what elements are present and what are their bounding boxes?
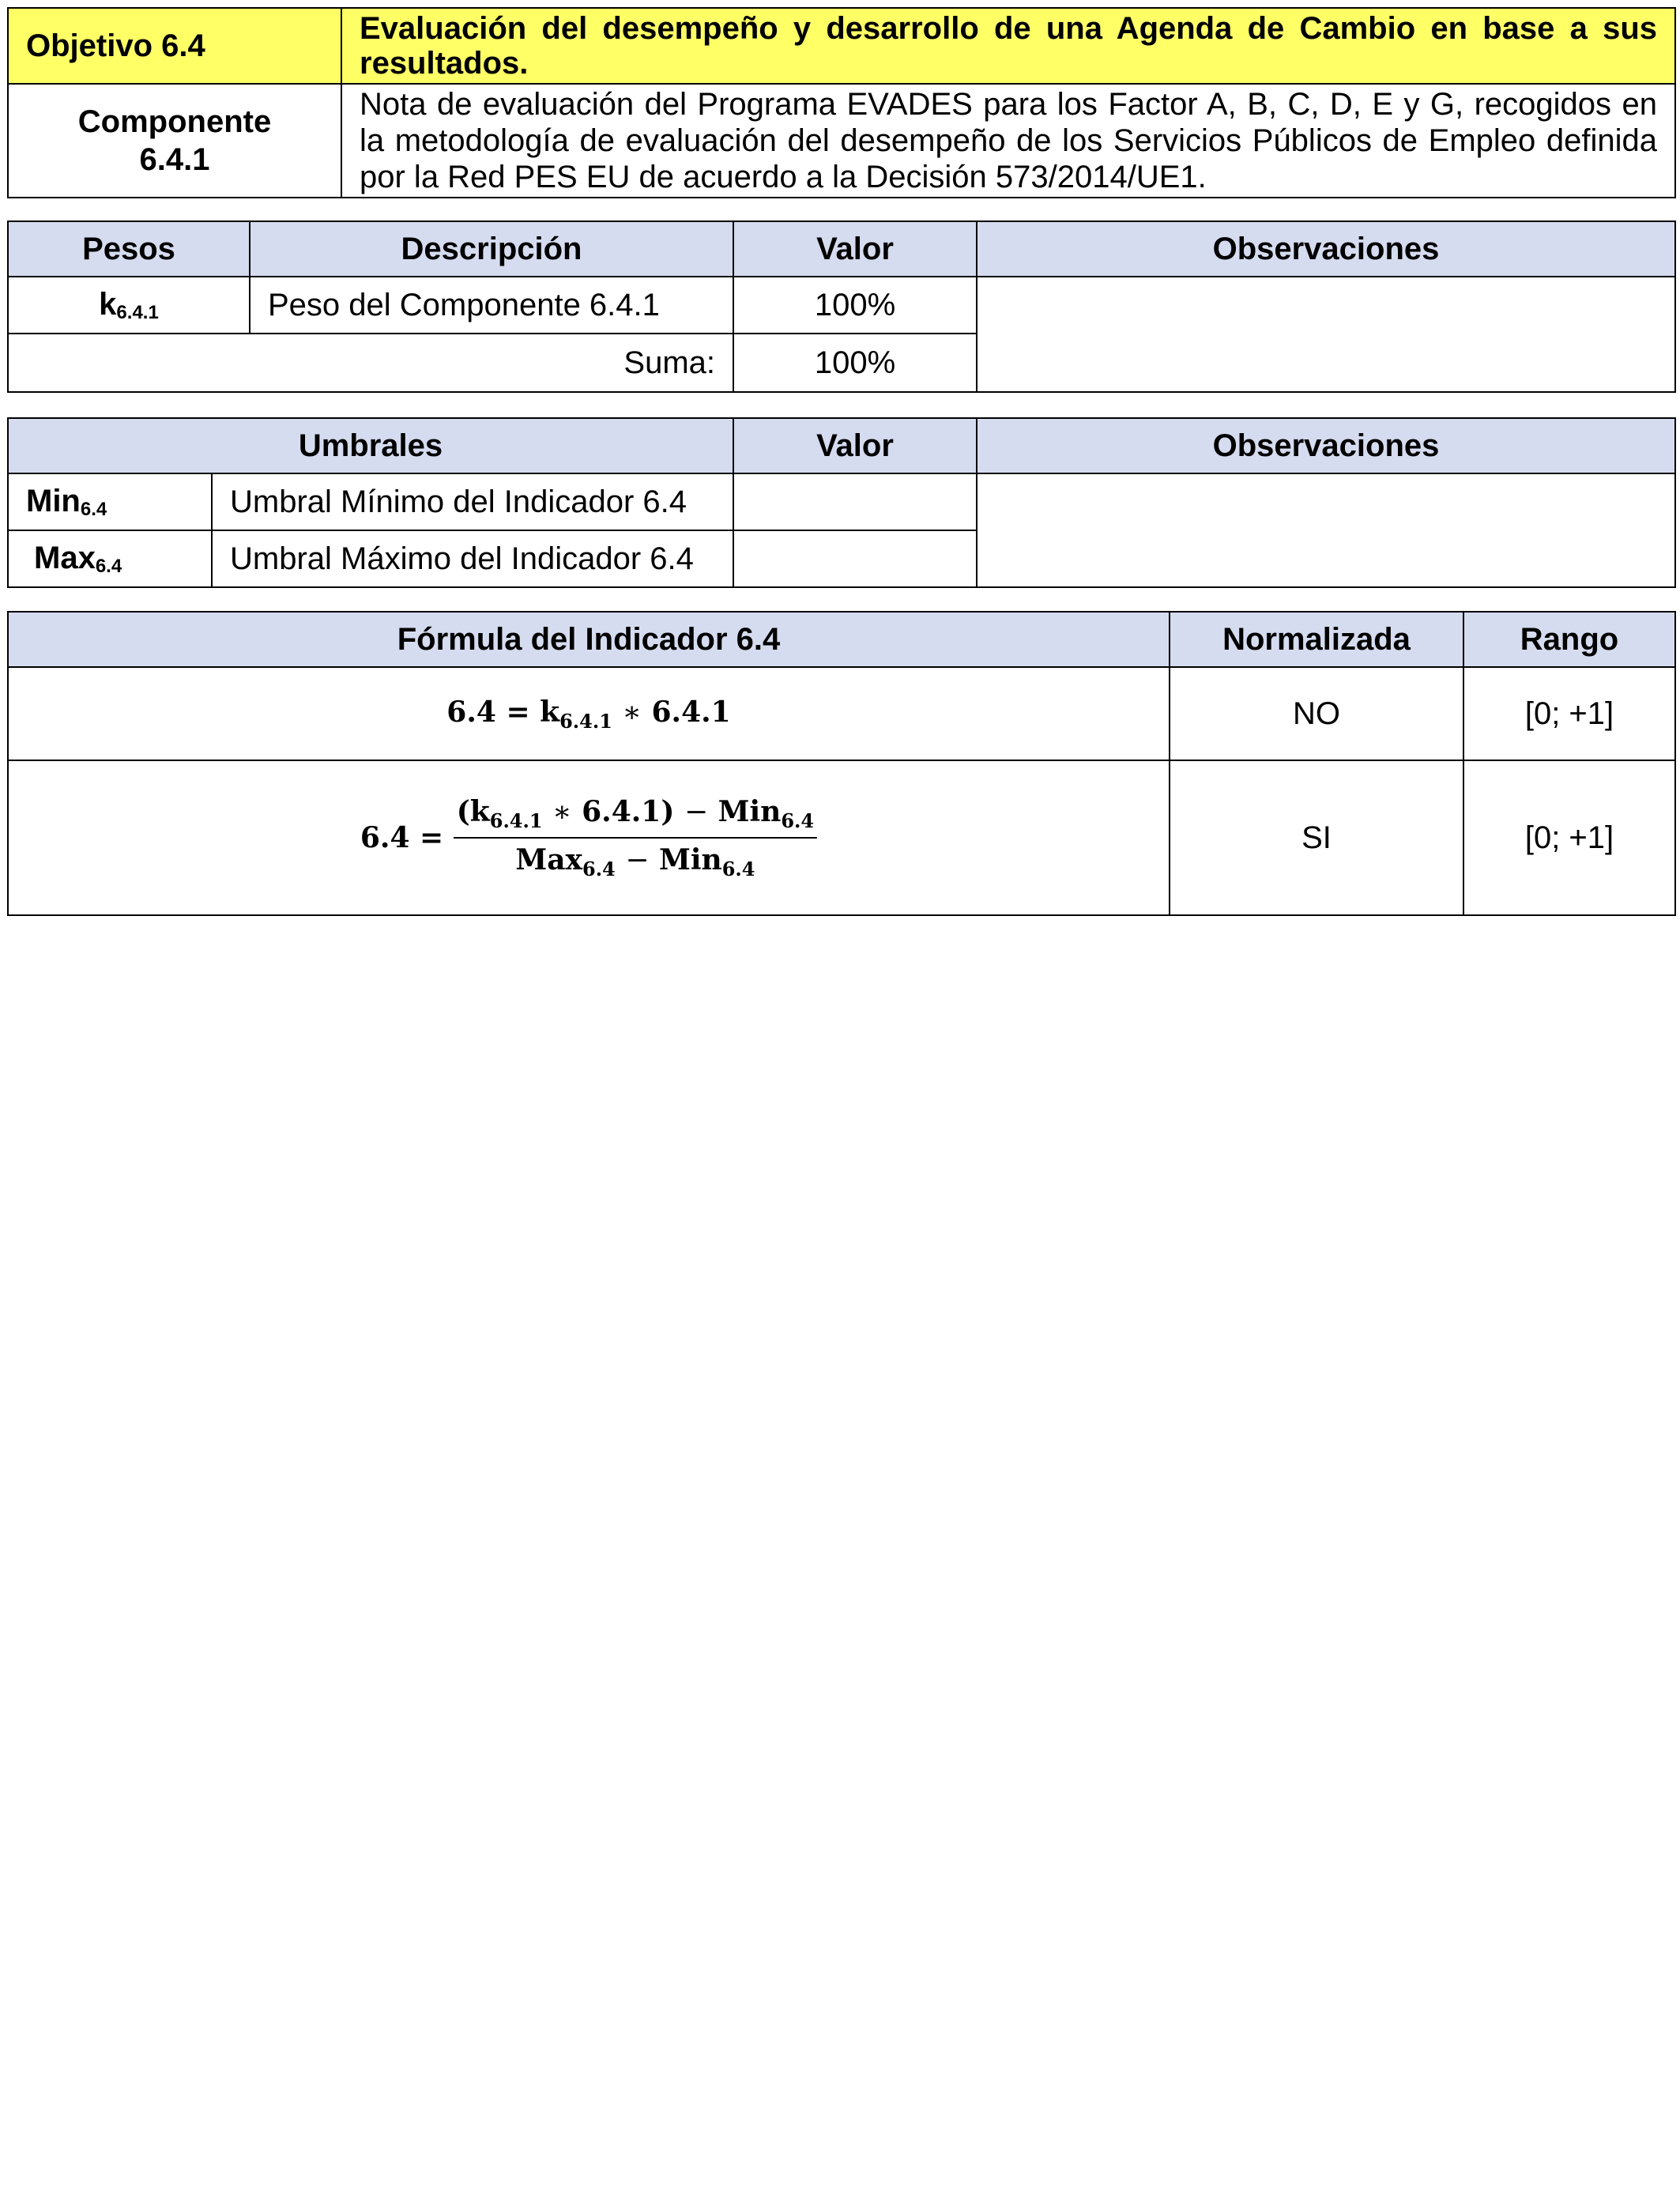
threshold-max-value (733, 530, 977, 587)
formula-header-normalized: Normalizada (1170, 612, 1463, 667)
weights-observations (977, 277, 1675, 392)
weights-header-value: Valor (733, 221, 977, 277)
formula-2-open-paren: ( (456, 795, 470, 828)
formula-2-k-sub: 6.4.1 (489, 809, 543, 832)
weights-header-pesos: Pesos (8, 221, 250, 277)
formula-2-times: ∗ (552, 796, 572, 828)
objective-table (7, 7, 1676, 198)
formula-2-denominator (454, 839, 817, 880)
formula-1-component: 6.4.1 (651, 695, 731, 729)
threshold-max-symbol: Max (34, 540, 96, 575)
formula-2-component: 6.4.1 (582, 795, 661, 828)
formula-2-minus-1: − (684, 796, 709, 828)
threshold-min-subscript: 6.4 (80, 498, 107, 520)
thresholds-table (7, 417, 1676, 588)
thresholds-observations (977, 473, 1675, 587)
formula-2-max: Max (515, 843, 582, 876)
formula-1-k-sub: 6.4.1 (559, 709, 612, 733)
weights-sum-value: 100% (733, 334, 977, 392)
formula-1-k: k (540, 695, 560, 729)
weight-key-subscript: 6.4.1 (116, 301, 159, 323)
formula-2-lhs: 6.4 = (360, 821, 444, 854)
formula-row-2 (8, 760, 1170, 915)
formula-2-normalized: SI (1170, 760, 1463, 915)
thresholds-header-value: Valor (733, 418, 977, 473)
formula-2-min-num: Min (718, 795, 782, 828)
formula-2-max-sub: 6.4 (582, 858, 616, 880)
component-label: Componente 6.4.1 (8, 84, 341, 198)
formula-table (7, 611, 1676, 916)
component-description: Nota de evaluación del Programa EVADES para los Factor A, B, C, D, E y G, recogidos en la metodología de evaluación del desempeño de los Servicios Públicos de Empleo definida por la Red PES EU de acuerdo a la Decisión 573/2014/UE1. (341, 84, 1675, 198)
threshold-min-key (8, 473, 212, 530)
formula-1-lhs: 6.4 = (446, 695, 530, 729)
threshold-min-value (733, 473, 977, 530)
formula-2-range: [0; +1] (1463, 760, 1675, 915)
weight-key-symbol: k (99, 286, 117, 322)
weights-header-observations: Observaciones (977, 221, 1675, 277)
formula-1-times: ∗ (622, 696, 642, 729)
formula-2-fraction (454, 795, 817, 880)
threshold-max-description: Umbral Máximo del Indicador 6.4 (212, 530, 733, 587)
weights-sum-label: Suma: (8, 334, 733, 392)
thresholds-header-observations: Observaciones (977, 418, 1675, 473)
threshold-min-description: Umbral Mínimo del Indicador 6.4 (212, 473, 733, 530)
formula-1-normalized: NO (1170, 667, 1463, 760)
weights-header-description: Descripción (250, 221, 733, 277)
objective-label: Objetivo 6.4 (8, 8, 341, 84)
weight-key (8, 277, 250, 334)
formula-header: Fórmula del Indicador 6.4 (8, 612, 1170, 667)
weight-value: 100% (733, 277, 977, 334)
thresholds-header-umbrales: Umbrales (8, 418, 733, 473)
threshold-max-subscript: 6.4 (95, 555, 122, 577)
formula-row-1 (8, 667, 1170, 760)
formula-2-min-den: Min (659, 843, 722, 876)
weights-table (7, 221, 1676, 393)
threshold-min-symbol: Min (26, 483, 81, 518)
objective-title: Evaluación del desempeño y desarrollo de una Agenda de Cambio en base a sus resultados. (341, 8, 1675, 84)
formula-2-minus-2: − (625, 844, 650, 876)
formula-2-min-num-sub: 6.4 (781, 809, 815, 832)
formula-1-expression (446, 695, 731, 733)
formula-2-close-paren: ) (661, 795, 675, 828)
formula-2-expression (360, 795, 817, 880)
weight-description: Peso del Componente 6.4.1 (250, 277, 733, 334)
formula-header-range: Rango (1463, 612, 1675, 667)
formula-1-range: [0; +1] (1463, 667, 1675, 760)
formula-2-k: k (469, 795, 490, 828)
threshold-max-key (8, 530, 212, 587)
formula-2-min-den-sub: 6.4 (721, 858, 755, 880)
formula-2-numerator (454, 795, 817, 839)
